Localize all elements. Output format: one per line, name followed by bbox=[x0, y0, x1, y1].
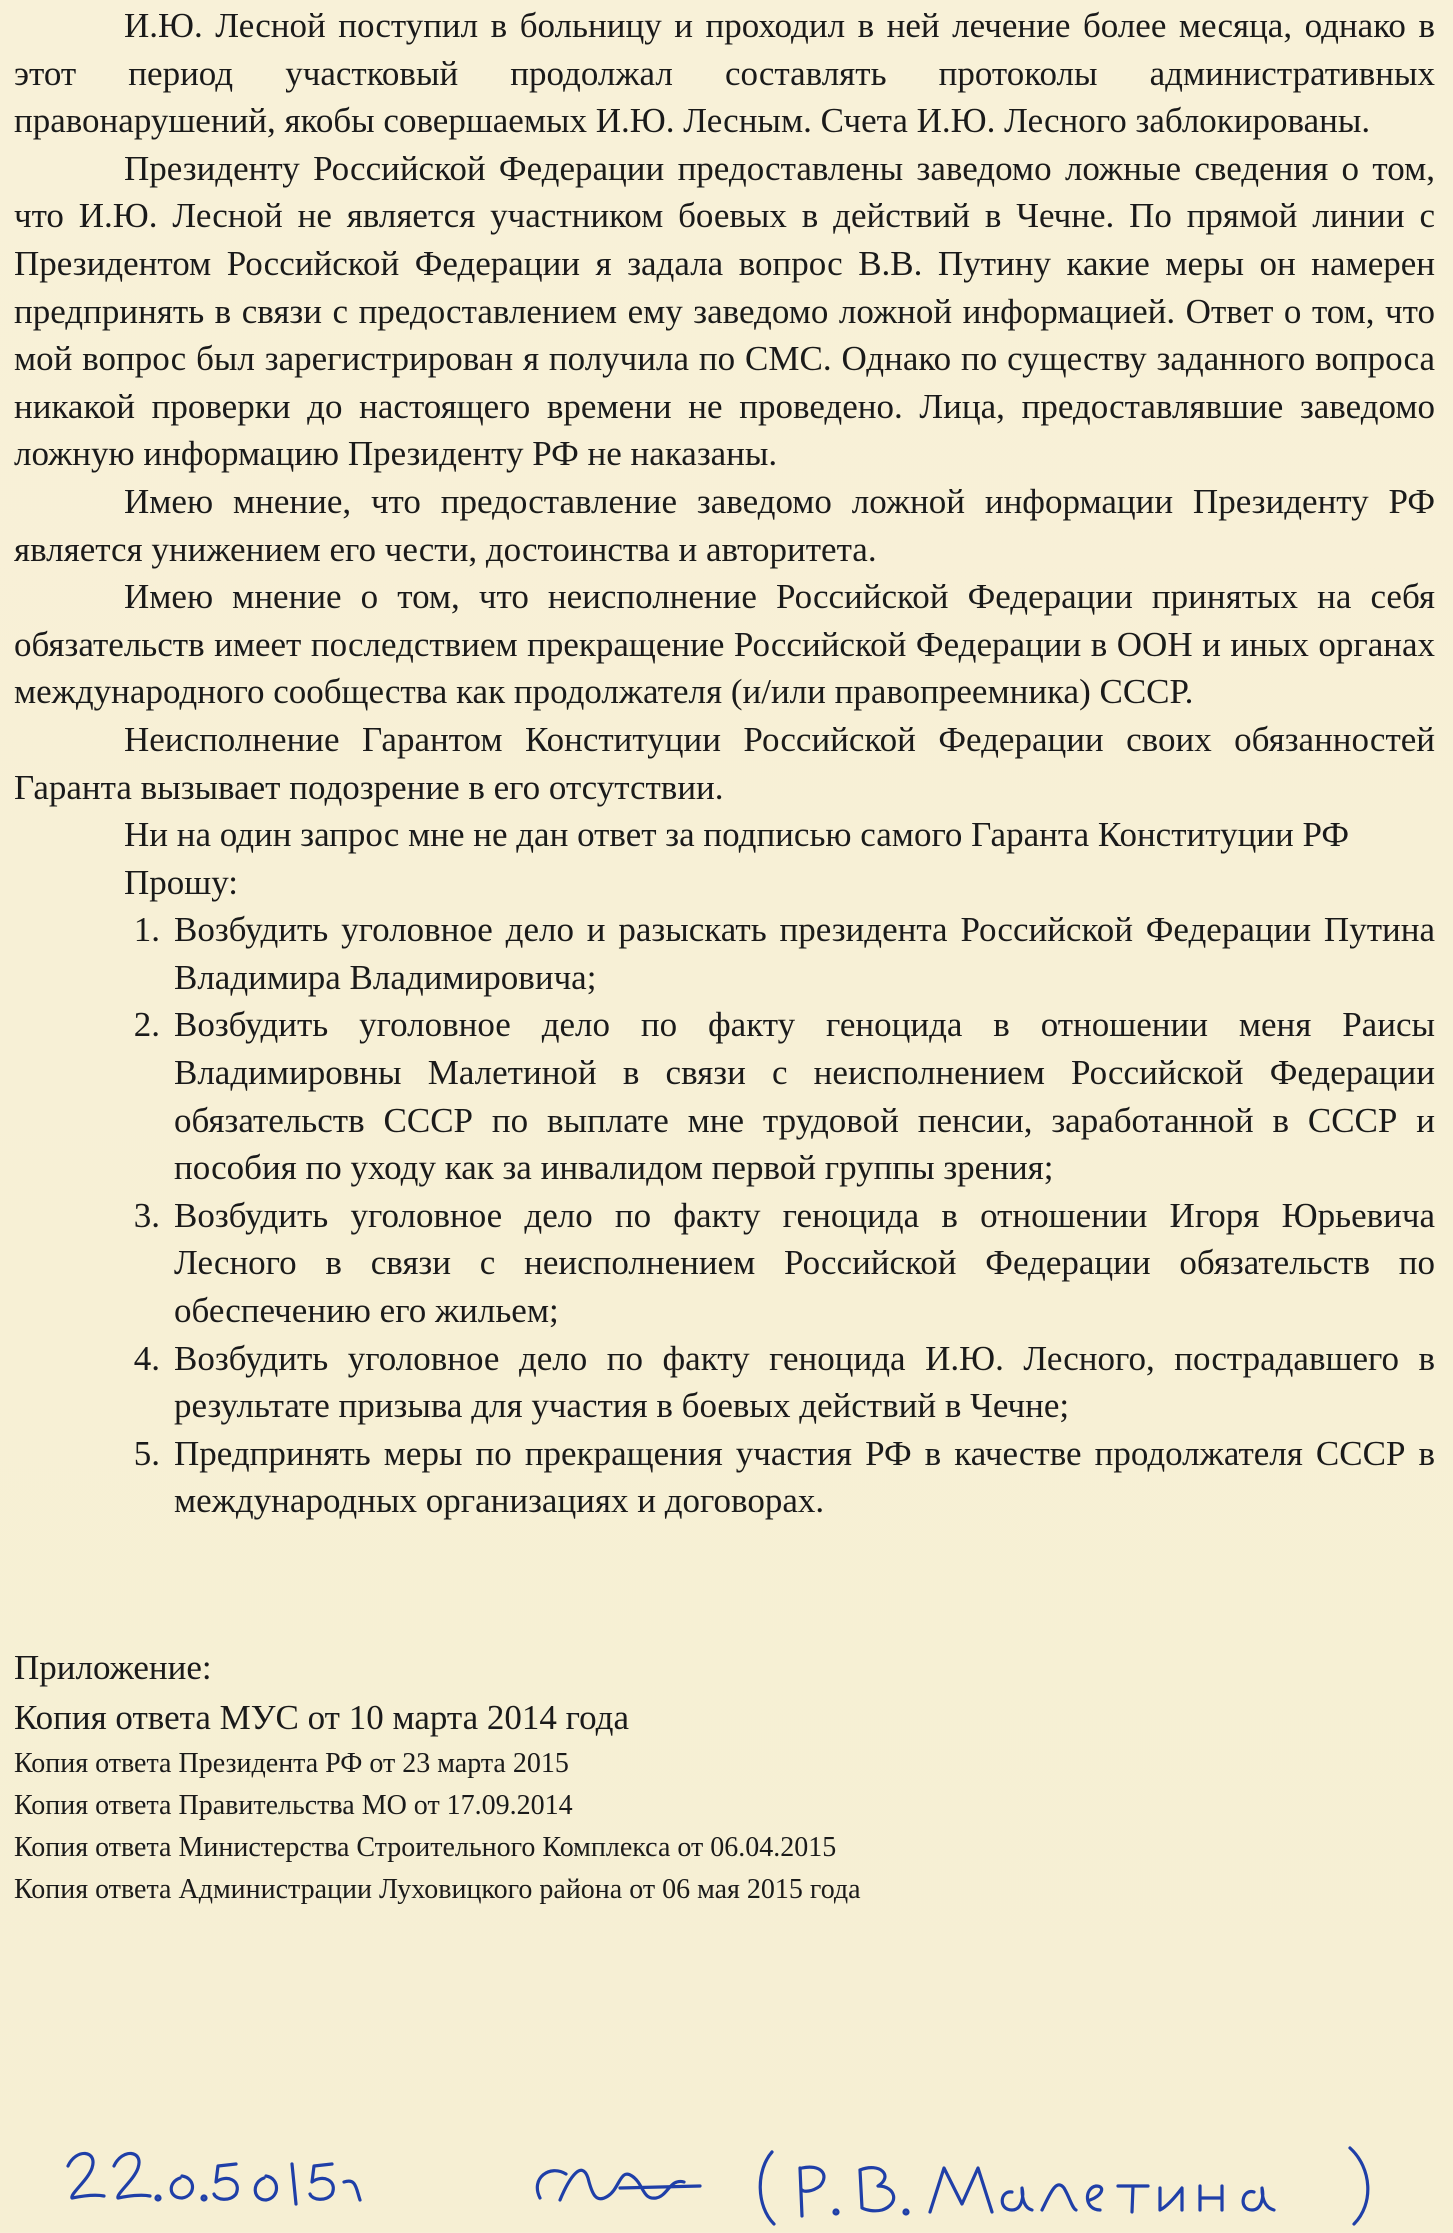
paragraph-no-reply: Ни на один запрос мне не дан ответ за подписью самого Гаранта Конституции РФ bbox=[124, 815, 1350, 855]
handwritten-signature bbox=[60, 2138, 1390, 2228]
list-item bbox=[14, 1430, 1435, 1525]
paragraph-president-info: Президенту Российской Федерации предоставлены заведомо ложные сведения о том, что И.Ю. Лесной не является участником боевых в действий в Чечне. По прямой линии с Президентом Российской Федерации я задала вопрос В.В. Путину какие меры он намерен предпринять в связи с предоставлением ему заведомо ложной информацией. Ответ о том, что мой вопрос был зарегистрирован я получила по СМС. Однако по существу заданного вопроса никакой проверки до настоящего времени не проведено. Лица, предоставлявшие заведомо ложную информацию Президенту РФ не наказаны. bbox=[14, 148, 1435, 474]
list-item-number: 5. bbox=[133, 1433, 160, 1473]
attachment-item: Копия ответа Правительства МО от 17.09.2014 bbox=[14, 1790, 573, 1821]
paragraph-hospital: И.Ю. Лесной поступил в больницу и проходил в ней лечение более месяца, однако в этот период участковый продолжал составлять протоколы административных правонарушений, якобы совершаемых И.Ю. Лесным. Счета И.Ю. Лесного заблокированы. bbox=[14, 6, 1435, 141]
list-item bbox=[14, 1335, 1435, 1430]
attachments-title: Приложение: bbox=[14, 1648, 212, 1687]
request-list bbox=[14, 906, 1435, 1525]
list-item-text: Возбудить уголовное дело и разыскать президента Российской Федерации Путина Владимира Владимировича; bbox=[174, 910, 1435, 997]
list-item-number: 3. bbox=[133, 1195, 160, 1235]
list-item-text: Возбудить уголовное дело по факту геноцида в отношении меня Раисы Владимировны Малетиной в связи с неисполнением Российской Федерации обязательств СССР по выплате мне трудовой пенсии, заработанной в СССР и пособия по уходу как за инвалидом первой группы зрения; bbox=[174, 1005, 1435, 1188]
list-item-text: Возбудить уголовное дело по факту геноцида И.Ю. Лесного, пострадавшего в результате призыва для участия в боевых действий в Чечне; bbox=[174, 1338, 1435, 1426]
paragraph-opinion-un: Имею мнение о том, что неисполнение Российской Федерации принятых на себя обязательств имеет последствием прекращение Российской Федерации в ООН и иных органах международного сообщества как продолжателя (и/или правопреемника) СССР. bbox=[14, 577, 1435, 712]
request-label: Прошу: bbox=[124, 862, 238, 902]
attachment-item: Копия ответа Министерства Строительного Комплекса от 06.04.2015 bbox=[14, 1832, 837, 1863]
list-item-text: Предпринять меры по прекращения участия РФ в качестве продолжателя СССР в международных организациях и договорах. bbox=[174, 1433, 1435, 1521]
list-item-text: Возбудить уголовное дело по факту геноцида в отношении Игоря Юрьевича Лесного в связи с неисполнением Российской Федерации обязательств по обеспечению его жильем; bbox=[174, 1195, 1435, 1331]
list-item-number: 4. bbox=[133, 1338, 160, 1378]
attachment-item: Копия ответа Президента РФ от 23 марта 2015 bbox=[14, 1748, 569, 1779]
letter-body bbox=[14, 0, 1435, 1525]
attachment-item: Копия ответа МУС от 10 марта 2014 года bbox=[14, 1698, 629, 1737]
list-item-number: 1. bbox=[133, 910, 160, 950]
attachments-section bbox=[14, 1643, 1435, 1911]
paragraph-guarantor: Неисполнение Гарантом Конституции Российской Федерации своих обязанностей Гаранта вызывает подозрение в его отсутствии. bbox=[14, 719, 1435, 807]
list-item bbox=[14, 1001, 1435, 1191]
list-item bbox=[14, 1192, 1435, 1335]
signature-drawing bbox=[60, 2138, 1390, 2228]
list-item-number: 2. bbox=[133, 1005, 160, 1045]
attachment-item: Копия ответа Администрации Луховицкого района от 06 мая 2015 года bbox=[14, 1874, 861, 1905]
list-item bbox=[14, 906, 1435, 1001]
paragraph-opinion-honor: Имею мнение, что предоставление заведомо ложной информации Президенту РФ является унижением его чести, достоинства и авторитета. bbox=[14, 481, 1435, 569]
